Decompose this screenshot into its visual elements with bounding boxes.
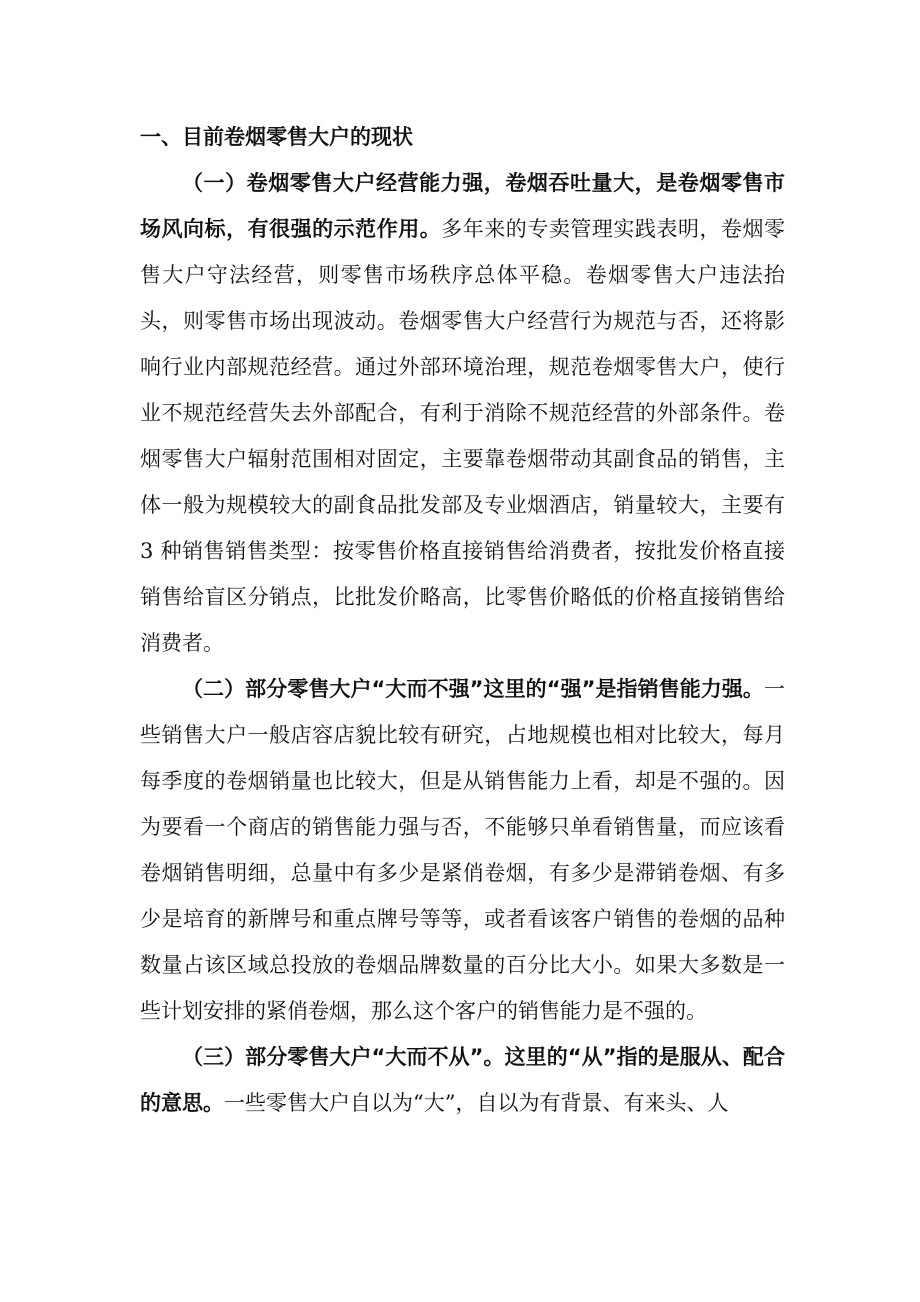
paragraph-2-lead: （二）部分零售大户“大而不强”这里的“强”是指销售能力强。 [182,677,764,701]
paragraph-2-body: 一些销售大户一般店容店貌比较有研究，占地规模也相对比较大，每月每季度的卷烟销量也比较大，但是从销售能力上看，却是不强的。因为要看一个商店的销售能力强与否，不能够只单看销售量，而应该看卷烟销售明细，总量中有多少是紧俏卷烟，有多少是滞销卷烟、有多少是培育的新牌号和重点牌号等等，或者看该客户销售的卷烟的品种数量占该区域总投放的卷烟品牌数量的百分比大小。如果大多数是一些计划安排的紧俏卷烟，那么这个客户的销售能力是不强的。 [140,677,785,1023]
section-heading: 一、目前卷烟零售大户的现状 [140,125,413,149]
paragraph-1 [140,160,785,666]
document-body [140,108,785,1126]
paragraph-1-lead: （一）卷烟零售大户经营能力强，卷烟吞吐量大，是卷烟零售市场风向标，有很强的示范作用。 [140,171,785,241]
paragraph-3 [140,1034,785,1126]
paragraph-3-body: 一些零售大户自以为“大”，自以为有背景、有来头、人 [224,1091,729,1115]
paragraph-1-body: 多年来的专卖管理实践表明，卷烟零售大户守法经营，则零售市场秩序总体平稳。卷烟零售大户违法抬头，则零售市场出现波动。卷烟零售大户经营行为规范与否，还将影响行业内部规范经营。通过外部环境治理，规范卷烟零售大户，使行业不规范经营失去外部配合，有利于消除不规范经营的外部条件。卷烟零售大户辐射范围相对固定，主要靠卷烟带动其副食品的销售，主体一般为规模较大的副食品批发部及专业烟酒店，销量较大，主要有 3 种销售销售类型：按零售价格直接销售给消费者，按批发价格直接销售给盲区分销点，比批发价略高，比零售价略低的价格直接销售给消费者。 [140,217,786,655]
paragraph-3-lead: （三）部分零售大户“大而不从”。这里的“从”指的是服从、配合的意思。 [140,1045,785,1115]
paragraph-2 [140,666,785,1034]
